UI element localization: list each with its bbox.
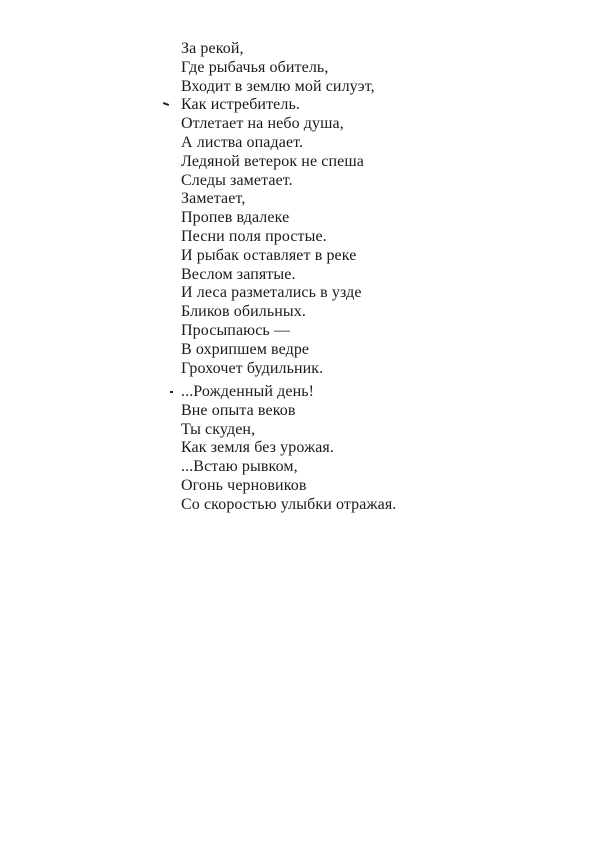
poem-line: Песни поля простые. [181,227,327,245]
stray-mark [170,391,173,393]
poem-line: Бликов обильных. [181,303,306,321]
poem-line: Как земля без урожая. [181,439,334,457]
poem-line: ...Встаю рывком, [181,458,298,476]
poem-line: Ты скуден, [181,420,256,438]
poem-line: Пропев вдалеке [181,209,290,227]
poem-line: Ледяной ветерок не спеша [181,152,364,170]
poem-line: А листва опадает. [181,133,304,151]
poem-line: И леса разметались в узде [181,284,362,302]
poem-line: ...Рожденный день! [181,383,315,400]
poem-stanza-2 [181,383,396,515]
poem-line: Веслом запятые. [181,265,296,283]
poem-stanza-1 [181,40,375,378]
poem-line: Огонь черновиков [181,476,307,494]
poem-line: Вне опыта веков [181,401,296,419]
poem-line: Грохочет будильник. [181,359,324,377]
poem-line: В охрипшем ведре [181,340,310,358]
poem-line: Как истребитель. [181,96,300,114]
poem-line: Где рыбачья обитель, [181,58,329,76]
stray-mark [163,102,169,106]
poem-line: Заметает, [181,190,246,208]
poem-line: Входит в землю мой силуэт, [181,77,375,95]
poem-line: За рекой, [181,40,244,57]
poem-line: Просыпаюсь — [181,321,291,339]
poem-line: Следы заметает. [181,171,293,189]
poem-line: Со скоростью улыбки отражая. [181,495,397,513]
poem-line: Отлетает на небо душа, [181,115,344,133]
poem-line: И рыбак оставляет в реке [181,246,357,264]
